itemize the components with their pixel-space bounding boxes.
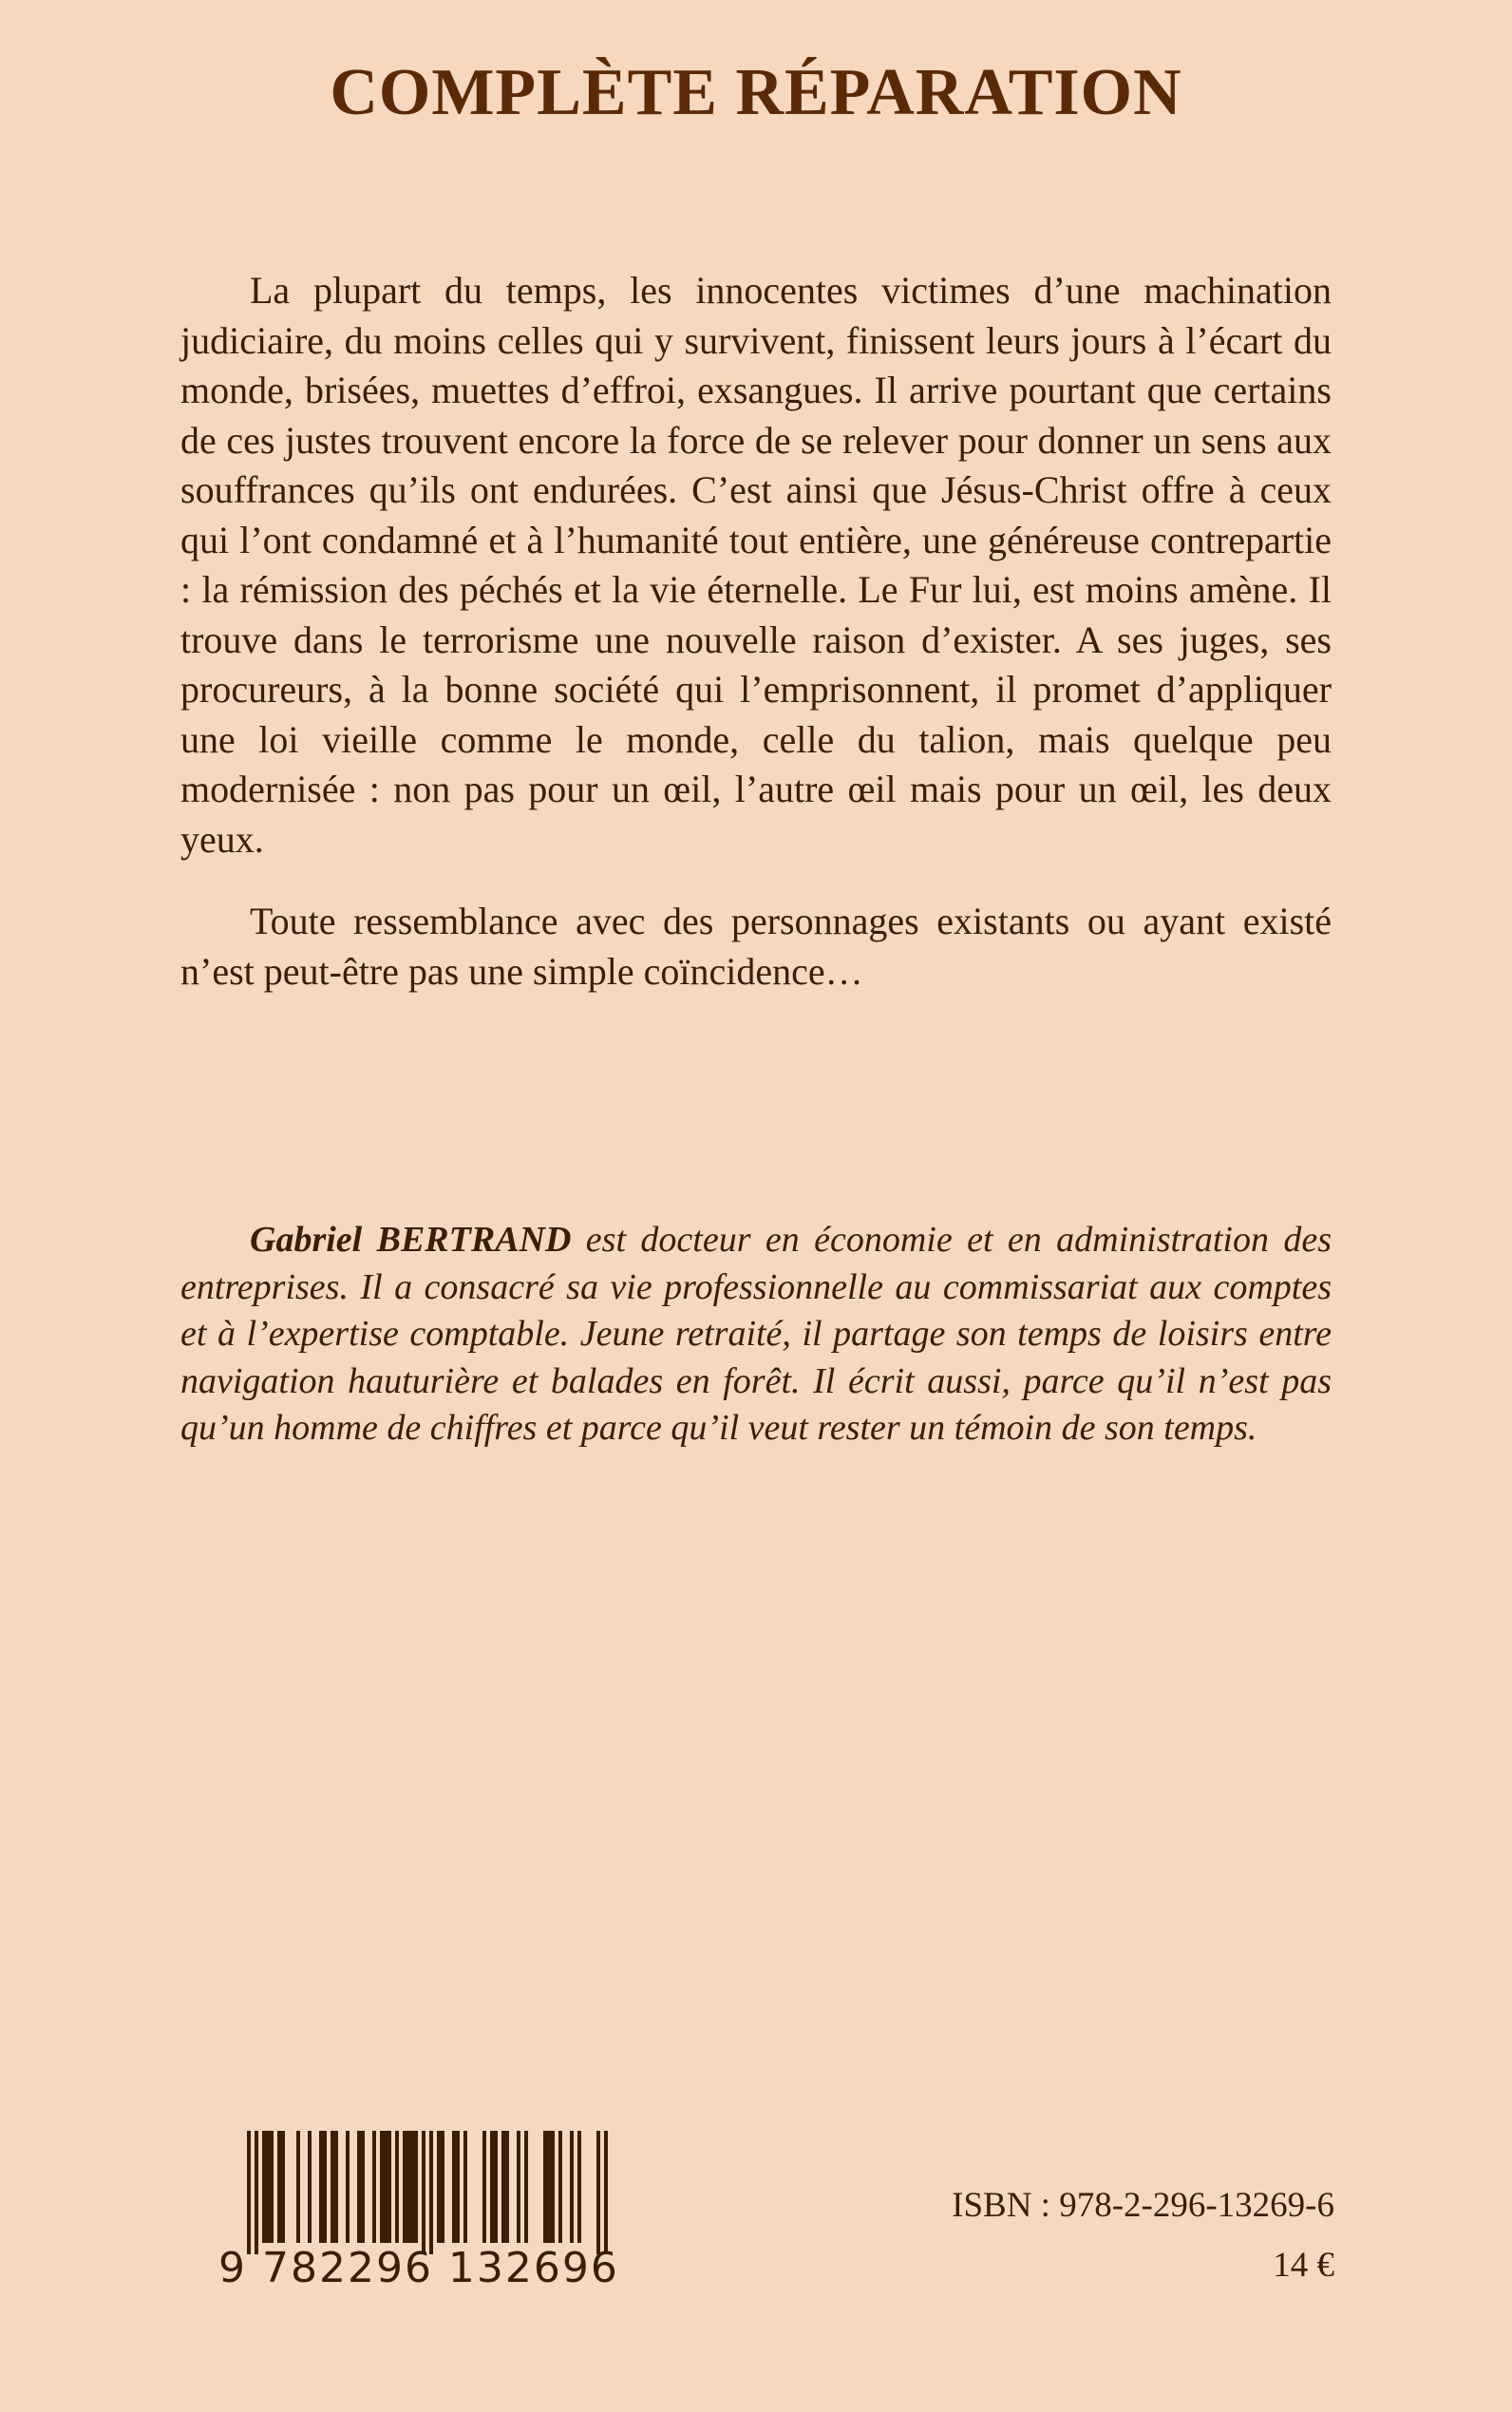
barcode-bar: [384, 2131, 387, 2243]
barcode-bar: [524, 2131, 528, 2243]
barcode-bar: [437, 2131, 441, 2243]
barcode-bar: [266, 2131, 270, 2243]
barcode-bar: [380, 2131, 384, 2243]
barcode-bar: [577, 2131, 581, 2243]
isbn: ISBN : 978-2-296-13269-6: [952, 2186, 1334, 2225]
barcode-bar: [406, 2131, 410, 2243]
barcode-bar: [262, 2131, 266, 2243]
barcode-bar: [414, 2131, 418, 2243]
barcode-bar: [429, 2131, 433, 2254]
barcode-bar: [296, 2131, 300, 2243]
barcode-bar: [482, 2131, 486, 2243]
barcode-bar: [247, 2131, 251, 2254]
author-bio: [180, 1217, 1332, 1453]
author-name: Gabriel BERTRAND: [250, 1220, 572, 1260]
barcode-bar: [395, 2131, 399, 2243]
barcode-bar: [547, 2131, 551, 2243]
barcode-bar: [422, 2131, 425, 2254]
barcode-bar: [501, 2131, 505, 2243]
barcode-bar: [323, 2131, 327, 2243]
synopsis-paragraph: Toute ressemblance avec des personnages existants ou ayant existé n’est peut-être pas une simple coïncidence…: [180, 900, 1332, 993]
book-title: COMPLÈTE RÉPARATION: [330, 56, 1182, 129]
barcode-bar: [543, 2131, 547, 2243]
barcode-bar: [372, 2131, 376, 2243]
barcode-bar: [517, 2131, 520, 2243]
synopsis: [180, 266, 1332, 997]
barcode-bar: [319, 2131, 323, 2243]
barcode-bar: [403, 2131, 406, 2243]
barcode-bar: [494, 2131, 498, 2243]
barcode-bar: [387, 2131, 391, 2243]
author-bio-text: est docteur en économie et en administration des entreprises. Il a consacré sa vie professionnelle au commissariat aux comptes et à l’expertise comptable. Jeune retraité, il partage son temps de loisirs entre navigation hauturière et balades en forêt. Il écrit aussi, parce qu’il n’est pas qu’un homme de chiffres et parce qu’il veut rester un témoin de son temps.: [180, 1220, 1332, 1448]
barcode-bar: [346, 2131, 350, 2243]
barcode-bar: [456, 2131, 460, 2243]
barcode-bar: [270, 2131, 274, 2243]
barcode-bar: [357, 2131, 361, 2243]
barcode-bar: [441, 2131, 444, 2243]
barcode-digits: 9 782296 132696: [218, 2244, 619, 2292]
barcode-bar: [490, 2131, 494, 2243]
barcode-bar: [505, 2131, 509, 2243]
barcode-bar: [281, 2131, 285, 2243]
barcode-icon: [218, 2131, 608, 2254]
barcode-bar: [570, 2131, 574, 2243]
synopsis-paragraph: La plupart du temps, les innocentes victimes d’une machination judiciaire, du moins celles qui y survivent, finissent leurs jours à l’écart du monde, brisées, muettes d’effroi, exsangues. Il arrive pourtant que certains de ces justes trouvent encore la force de se relever pour donner un sens aux souffrances qu’ils ont endurées. C’est ainsi que Jésus-Christ offre à ceux qui l’ont condamné et à l’humanité tout entière, une généreuse contrepartie : la rémission des péchés et la vie éternelle. Le Fur lui, est moins amène. Il trouve dans le terrorisme une nouvelle raison d’exister. A ses juges, ses procureurs, à la bonne société qui l’emprisonnent, il promet d’appliquer une loi vieille comme le monde, celle du talion, mais quelque peu modernisée : non pas pour un œil, l’autre œil mais pour un œil, les deux yeux.: [180, 269, 1332, 861]
barcode-bar: [334, 2131, 338, 2243]
price: 14 €: [1273, 2246, 1334, 2285]
barcode-bar: [596, 2131, 600, 2254]
barcode-bar: [308, 2131, 312, 2243]
barcode-bar: [558, 2131, 562, 2243]
barcode-bar: [452, 2131, 456, 2243]
barcode-bar: [410, 2131, 414, 2243]
barcode-bar: [604, 2131, 608, 2254]
barcode-bar: [463, 2131, 467, 2243]
barcode-bar: [255, 2131, 258, 2254]
barcode-bar: [361, 2131, 365, 2243]
barcode-bar: [551, 2131, 555, 2243]
barcode-bar: [331, 2131, 334, 2243]
barcode-bar: [277, 2131, 281, 2243]
